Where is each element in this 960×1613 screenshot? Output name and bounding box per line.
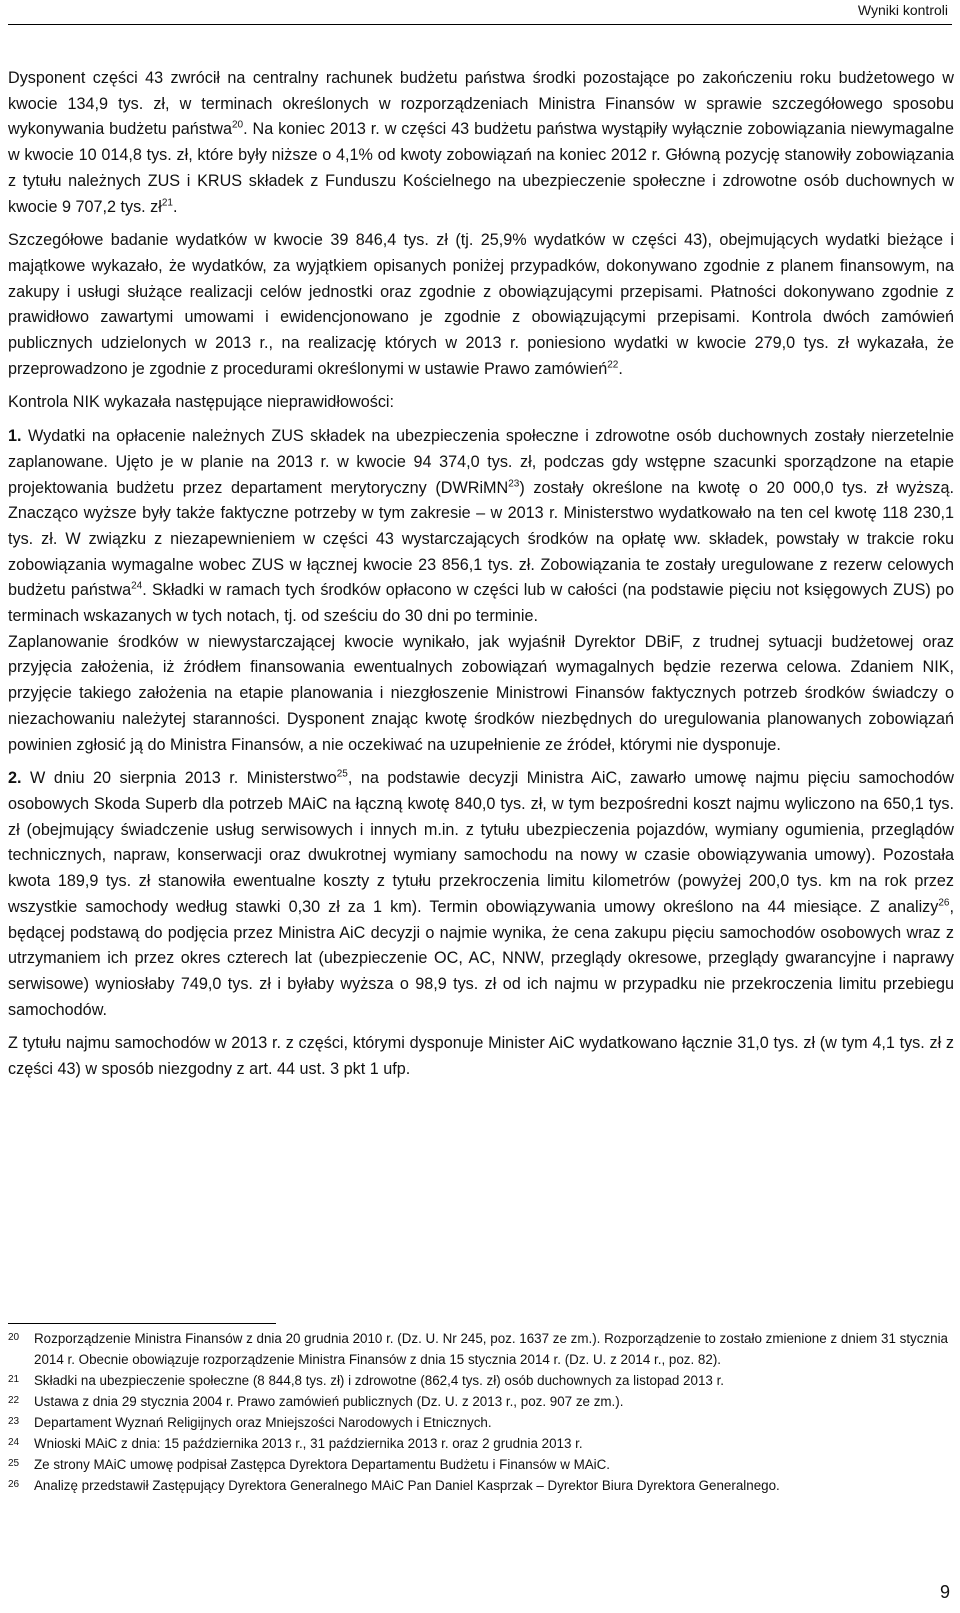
- footnote-item: [8, 1370, 948, 1391]
- footnote-separator: [8, 1323, 276, 1324]
- footnote-text: Wnioski MAiC z dnia: 15 października 2013 r., 31 października 2013 r. oraz 2 grudnia 2013 r.: [34, 1436, 583, 1451]
- footnote-text: Składki na ubezpieczenie społeczne (8 844,8 tys. zł) i zdrowotne (862,4 tys. zł) osób duchownych za listopad 2013 r.: [34, 1373, 725, 1388]
- footnote-ref[interactable]: 25: [336, 768, 348, 780]
- item-number: 2.: [8, 769, 22, 788]
- footnote-ref[interactable]: 24: [131, 580, 143, 592]
- paragraph-5: Zaplanowanie środków w niewystarczającej kwocie wynikało, jak wyjaśnił Dyrektor DBiF, z trudnej sytuacji budżetowej oraz przyjęcia założenia, iż źródłem finansowania ewentualnych zobowiązań wymagalnych będzie rezerwa celowa. Zdaniem NIK, przyjęcie takiego założenia na etapie planowania i niezgłoszenie Ministrowi Finansów faktycznych potrzeb środków świadczy o niezachowaniu należytej staranności. Dysponent znając kwotę środków niezbędnych do uregulowania planowanych zobowiązań powinien zgłosić ją do Ministra Finansów, a nie oczekiwać na uzupełnienie ze źródeł, którymi nie dysponuje.: [8, 632, 954, 754]
- footnote-text: Rozporządzenie Ministra Finansów z dnia 20 grudnia 2010 r. (Dz. U. Nr 245, poz. 1637 ze zm.). Rozporządzenie to zostało zmienione z dniem 31 stycznia 2014 r. Obecnie obowiązuje rozporządzenie Ministra Finansów z dnia 15 stycznia 2014 r. (Dz. U. z 2014 r., poz. 82).: [34, 1331, 948, 1367]
- paragraph-4: [8, 424, 954, 630]
- paragraph-2: [8, 228, 954, 382]
- footnote-item: [8, 1328, 948, 1370]
- paragraph-text: Wydatki na opłacenie należnych ZUS składek na ubezpieczenia społeczne i zdrowotne osób duchownych zostały nierzetelnie zaplanowane. Ujęto je w planie na 2013 r. w kwocie 94 374,0 tys. zł, podczas gdy wstępne szacunki sporządzone na etapie projektowania budżetu przez departament merytoryczny (DWRiMN: [8, 427, 954, 497]
- footnote-number: 24: [8, 1437, 20, 1448]
- paragraph-7: Z tytułu najmu samochodów w 2013 r. z części, którymi dysponuje Minister AiC wydatkowano łącznie 31,0 tys. zł (w tym 4,1 tys. zł z części 43) w sposób niezgodny z art. 44 ust. 3 pkt 1 ufp.: [8, 1034, 954, 1079]
- footnote-ref[interactable]: 20: [232, 120, 244, 132]
- paragraph-text: Dysponent części 43 zwrócił na centralny rachunek budżetu państwa środki pozostające po zakończeniu roku budżetowego w kwocie 134,9 tys. zł, w terminach określonych w rozporządzeniach Ministra Finansów w sprawie szczegółowego sposobu wykonywania budżetu państwa: [8, 69, 954, 139]
- paragraph-text: .: [618, 359, 623, 378]
- page-header: [8, 0, 952, 25]
- footnote-number: 21: [8, 1374, 20, 1385]
- paragraph-6: [8, 766, 954, 1023]
- header-title: Wyniki kontroli: [857, 2, 948, 18]
- paragraph-text: , na podstawie decyzji Ministra AiC, zawarło umowę najmu pięciu samochodów osobowych Skoda Superb dla potrzeb MAiC na łączną kwotę 840,0 tys. zł, w tym bezpośredni koszt najmu wyliczono na 650,1 tys. zł (obejmujący świadczenie usług serwisowych i innych m.in. z tytułu ubezpieczenia pojazdów, wymiany ogumienia, przeglądów technicznych, napraw, konserwacji oraz dwukrotnej wymiany samochodu na nowy w czasie obowiązywania umowy). Pozostała kwota 189,9 tys. zł stanowiła ewentualne koszty z tytułu przekroczenia limitu kilometrów (powyżej 200,0 tys. km na rok przez wszystkie samochody według stawki 0,30 zł za 1 km). Termin obowiązywania umowy określono na 44 miesiące. Z analizy: [8, 769, 954, 916]
- footnote-number: 20: [8, 1332, 20, 1343]
- footnote-text: Departament Wyznań Religijnych oraz Mniejszości Narodowych i Etnicznych.: [34, 1415, 492, 1430]
- footnote-item: [8, 1391, 948, 1412]
- footnote-number: 26: [8, 1479, 20, 1490]
- paragraph-text: ) zostały określone na kwotę o 20 000,0 tys. zł wyższą. Znacząco wyższe były także faktyczne potrzeby w tym zakresie – w 2013 r. Ministerstwo wydatkowało na ten cel kwotę 118 230,1 tys. zł. W związku z niezapewnieniem w części 43 wystarczających środków na opłatę ww. składek, powstały w trakcie roku zobowiązania wymagalne wobec ZUS w łącznej kwocie 23 856,1 tys. zł. Zobowiązania te zostały uregulowane z rezerw celowych budżetu państwa: [8, 478, 954, 600]
- footnote-text: Analizę przedstawił Zastępujący Dyrektora Generalnego MAiC Pan Daniel Kasprzak – Dyrektor Biura Dyrektora Generalnego.: [34, 1478, 780, 1493]
- paragraph-text: . Składki w ramach tych środków opłacono w części lub w całości (na podstawie pięciu not księgowych ZUS) po terminach wskazanych w tych notach, tj. od sześciu do 30 dni po terminie.: [8, 581, 954, 626]
- footnote-number: 23: [8, 1416, 20, 1427]
- paragraph-3: Kontrola NIK wykazała następujące nieprawidłowości:: [8, 393, 395, 412]
- footnote-ref[interactable]: 23: [508, 478, 520, 490]
- paragraph-text: , będącej podstawą do podjęcia przez Ministra AiC decyzji o najmie wynika, że cena zakupu pięciu samochodów osobowych wraz z utrzymaniem ich przez okres czterech lat (ubezpieczenie OC, AC, NNW, przeglądy okresowe, przeglądy gwarancyjne i naprawy serwisowe) wyniosłaby 749,0 tys. zł i byłaby wyższa o 98,9 tys. zł od ich najmu w przypadku nie przekroczenia limitu przebiegu samochodów.: [8, 897, 954, 1019]
- body-text: [8, 66, 954, 1091]
- footnote-ref[interactable]: 26: [938, 897, 950, 909]
- paragraph-text: W dniu 20 sierpnia 2013 r. Ministerstwo: [21, 769, 337, 788]
- footnotes: [8, 1328, 948, 1496]
- footnote-ref[interactable]: 22: [607, 359, 619, 371]
- paragraph-text: .: [172, 197, 178, 216]
- page-number: 9: [939, 1582, 950, 1602]
- footnote-number: 25: [8, 1458, 20, 1469]
- footnote-item: [8, 1412, 948, 1433]
- footnote-item: [8, 1433, 948, 1454]
- paragraph-1: [8, 66, 954, 220]
- footnote-item: [8, 1454, 948, 1475]
- paragraph-text: Szczegółowe badanie wydatków w kwocie 39 846,4 tys. zł (tj. 25,9% wydatków w części 43), obejmujących wydatki bieżące i majątkowe wykazało, że wydatków, za wyjątkiem opisanych poniżej przypadków, dokonywano zgodnie z planem finansowym, na zakupy i usługi służące realizacji celów jednostki oraz zgodnie z obowiązującymi przepisami. Płatności dokonywano zgodnie z prawidłowo zawartymi umowami i ewidencjonowano je zgodnie z obowiązującymi przepisami. Kontrola dwóch zamówień publicznych udzielonych w 2013 r., na realizację których w 2013 r. poniesiono wydatki w kwocie 279,0 tys. zł wykazała, że przeprowadzono je zgodnie z procedurami określonymi w ustawie Prawo zamówień: [8, 231, 954, 378]
- footnote-ref[interactable]: 21: [161, 197, 173, 209]
- footnote-text: Ustawa z dnia 29 stycznia 2004 r. Prawo zamówień publicznych (Dz. U. z 2013 r., poz. 907 ze zm.).: [34, 1394, 624, 1409]
- footnote-number: 22: [8, 1395, 20, 1406]
- footnote-item: [8, 1475, 948, 1496]
- footnote-text: Ze strony MAiC umowę podpisał Zastępca Dyrektora Departamentu Budżetu i Finansów w MAiC.: [34, 1457, 611, 1472]
- item-number: 1.: [8, 427, 22, 446]
- paragraph-text: . Na koniec 2013 r. w części 43 budżetu państwa wystąpiły wyłącznie zobowiązania niewymagalne w kwocie 10 014,8 tys. zł, które były niższe o 4,1% od kwoty zobowiązań na koniec 2012 r. Główną pozycję stanowiły zobowiązania z tytułu należnych ZUS i KRUS składek z Funduszu Kościelnego na ubezpieczenie społeczne i zdrowotne osób duchownych w kwocie 9 707,2 tys. zł: [8, 120, 954, 216]
